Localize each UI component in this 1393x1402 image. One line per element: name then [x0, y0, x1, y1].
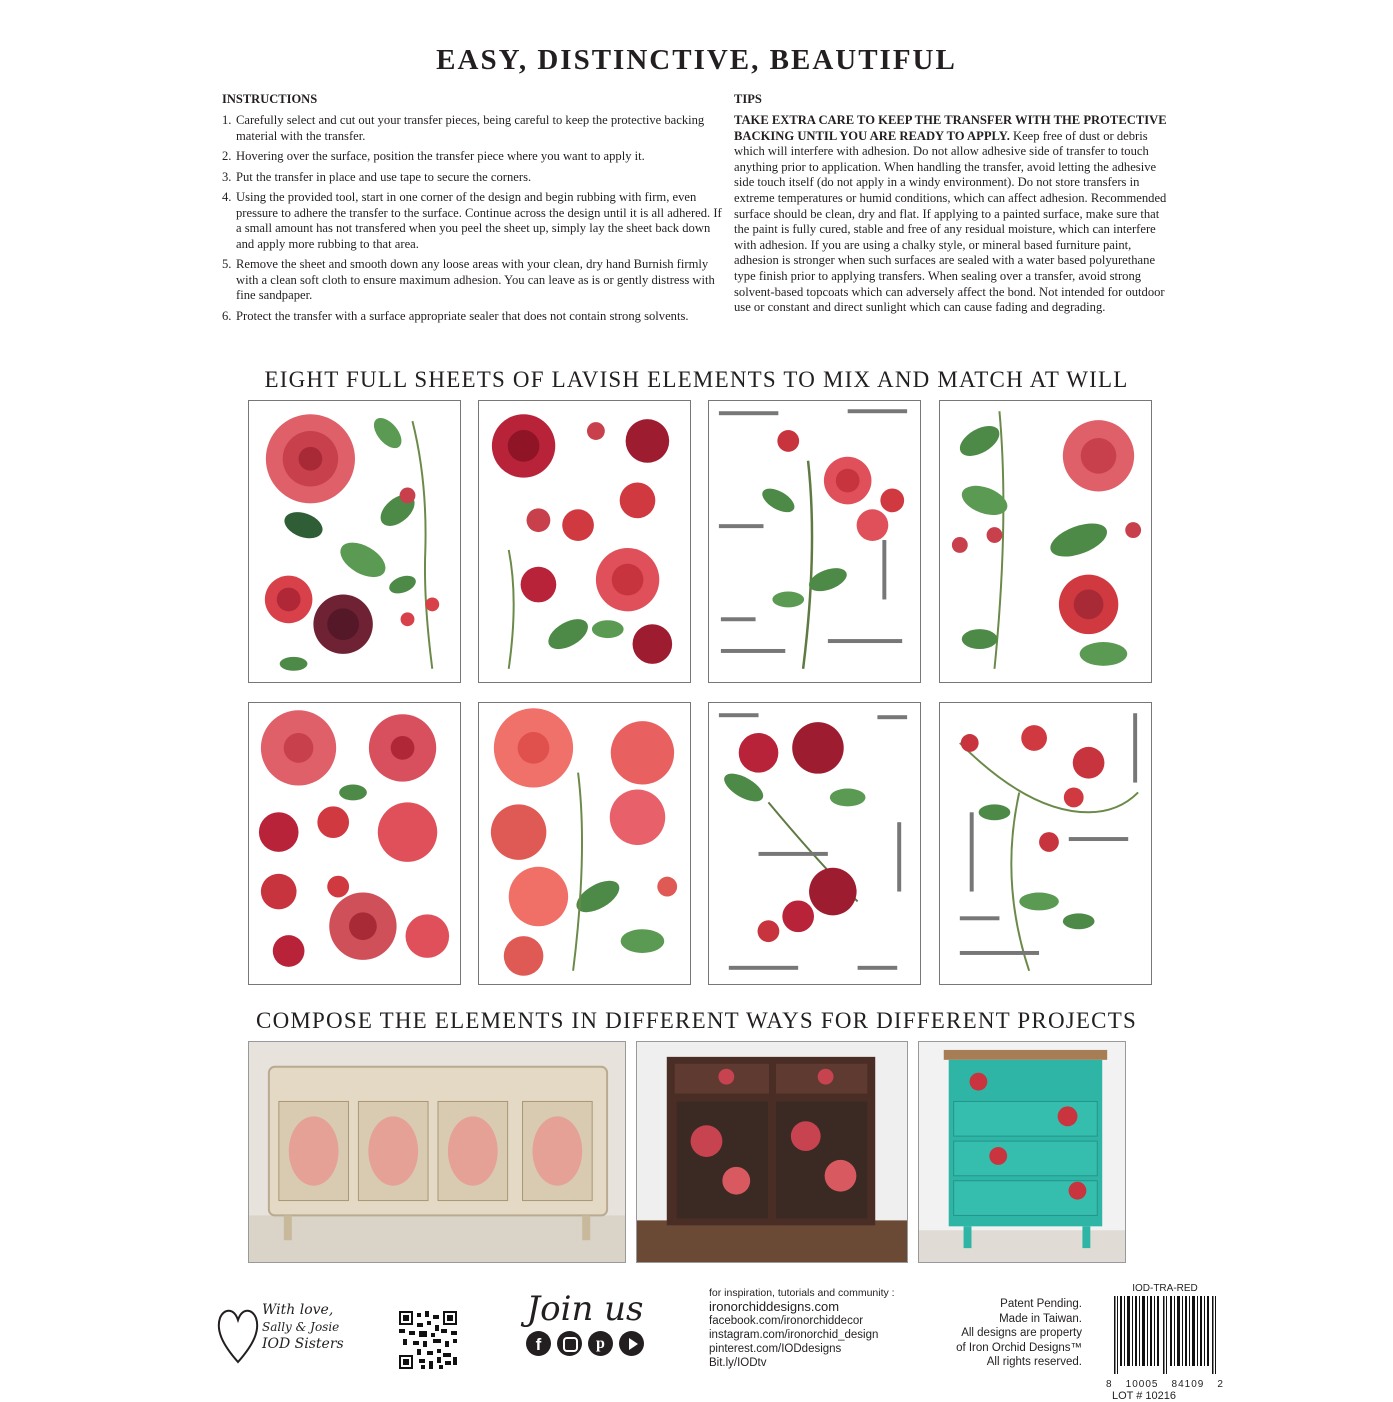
signature-line-3: IOD Sisters	[262, 1336, 344, 1352]
legal-line-3: All designs are property	[961, 1327, 1082, 1339]
transfer-sheet-3	[708, 400, 921, 683]
barcode-group-1: 10005	[1125, 1379, 1159, 1390]
sideboard-photo	[248, 1041, 626, 1263]
website-link[interactable]: ironorchiddesigns.com	[709, 1299, 840, 1314]
instructions-list	[222, 113, 722, 324]
sheets-section-title: EIGHT FULL SHEETS OF LAVISH ELEMENTS TO MIX AND MATCH AT WILL	[264, 367, 1129, 392]
step-text: Carefully select and cut out your transfer pieces, being careful to keep the protective backing material with the transfer.	[236, 113, 705, 143]
rose-sheet-illustration	[940, 401, 1151, 682]
rose-sheet-illustration	[479, 703, 690, 984]
legal-line-2: Made in Taiwan.	[999, 1312, 1082, 1325]
instruction-step	[222, 257, 722, 304]
rose-sheet-illustration	[249, 703, 460, 984]
step-text: Hovering over the surface, position the transfer piece where you want to apply it.	[236, 149, 645, 163]
rose-sheet-illustration	[249, 401, 460, 682]
rose-sheet-illustration	[709, 401, 920, 682]
step-number: 5.	[222, 257, 232, 271]
dresser-image	[919, 1042, 1125, 1262]
step-number: 3.	[222, 169, 232, 184]
step-number: 1.	[222, 113, 232, 127]
youtube-icon[interactable]	[619, 1331, 644, 1356]
instructions-section	[222, 92, 722, 329]
product-sku: IOD-TRA-RED	[1132, 1283, 1198, 1294]
join-us	[500, 1289, 670, 1356]
heart-icon	[214, 1300, 262, 1368]
sideboard-image	[249, 1042, 625, 1262]
tips-section	[734, 92, 1174, 316]
instruction-step	[222, 170, 722, 186]
pinterest-icon[interactable]: p	[588, 1331, 613, 1356]
legal-line-4: of Iron Orchid Designs™	[956, 1341, 1082, 1354]
qr-code-icon	[399, 1311, 457, 1369]
step-text: Remove the sheet and smooth down any loose areas with your clean, dry hand Burnish firmly with a clean soft cloth to ensure maximum adhesion. You can leave as is or gently distress with fine sandpaper.	[236, 257, 715, 302]
transfer-sheet-4	[939, 400, 1152, 683]
barcode-numbers	[1106, 1379, 1224, 1390]
projects-section-title: COMPOSE THE ELEMENTS IN DIFFERENT WAYS FOR DIFFERENT PROJECTS	[256, 1008, 1137, 1033]
signature	[214, 1300, 364, 1370]
dresser-photo	[918, 1041, 1126, 1263]
signature-line-2: Sally & Josie	[262, 1320, 340, 1334]
tips-heading: TIPS	[734, 92, 762, 106]
step-number: 2.	[222, 149, 232, 163]
transfer-sheet-7	[708, 702, 921, 985]
lot-number: LOT # 10216	[1112, 1390, 1177, 1402]
pinterest-link[interactable]: pinterest.com/IODdesigns	[709, 1343, 842, 1355]
transfer-sheet-8	[939, 702, 1152, 985]
instagram-link[interactable]: instagram.com/ironorchid_design	[709, 1329, 879, 1341]
rose-sheet-illustration	[479, 401, 690, 682]
transfer-sheet-2	[478, 400, 691, 683]
qr-code[interactable]	[399, 1311, 457, 1369]
rose-sheet-illustration	[940, 703, 1151, 984]
legal-notice	[938, 1297, 1082, 1370]
step-number: 6.	[222, 308, 232, 323]
cabinet-image	[637, 1042, 907, 1262]
transfer-sheet-6	[478, 702, 691, 985]
cabinet-photo	[636, 1041, 908, 1263]
instruction-step	[222, 190, 722, 252]
instagram-icon[interactable]	[557, 1331, 582, 1356]
barcode-digit-last: 2	[1217, 1379, 1224, 1390]
barcode-digit-first: 8	[1106, 1379, 1113, 1390]
instructions-heading: INSTRUCTIONS	[222, 92, 318, 106]
step-text: Protect the transfer with a surface appropriate sealer that does not contain strong solvents.	[236, 308, 689, 323]
legal-line-5: All rights reserved.	[986, 1356, 1082, 1368]
step-text: Using the provided tool, start in one corner of the design and begin rubbing with firm, even pressure to adhere the transfer to the surface. Continue across the design until it is all adhered. If a small amount has not transfered when you peel the sheet up, simply lay the sheet back down and apply more rubbing to that area.	[236, 190, 722, 251]
signature-line-1: With love,	[262, 1302, 334, 1318]
barcode-icon	[1106, 1296, 1224, 1374]
join-us-label: Join us	[526, 1289, 644, 1329]
legal-line-1: Patent Pending.	[1000, 1298, 1082, 1310]
tips-body	[734, 113, 1174, 316]
instruction-step	[222, 113, 722, 144]
social-intro: for inspiration, tutorials and community :	[709, 1287, 895, 1299]
instruction-step	[222, 309, 722, 325]
transfer-sheet-1	[248, 400, 461, 683]
facebook-icon[interactable]: f	[526, 1331, 551, 1356]
barcode-group-2: 84109	[1171, 1379, 1205, 1390]
step-text: Put the transfer in place and use tape to secure the corners.	[236, 169, 532, 184]
facebook-link[interactable]: facebook.com/ironorchiddecor	[709, 1315, 864, 1327]
social-links	[709, 1286, 895, 1370]
rose-sheet-illustration	[709, 703, 920, 984]
instruction-step	[222, 149, 722, 165]
tips-emphasis: TAKE EXTRA CARE TO KEEP THE TRANSFER WITH THE PROTECTIVE BACKING UNTIL YOU ARE READY TO APPLY.	[734, 113, 1167, 143]
transfer-sheet-5	[248, 702, 461, 985]
social-icons	[500, 1331, 670, 1356]
step-number: 4.	[222, 190, 232, 204]
barcode-block	[1106, 1283, 1224, 1402]
page-title: EASY, DISTINCTIVE, BEAUTIFUL	[436, 44, 957, 76]
tips-text: Keep free of dust or debris which will interfere with adhesion. Do not allow adhesive side of transfer to touch anything prior to application. When handling the transfer, avoid letting the adhesive side touch itself (do not apply in a windy environment). Do not store transfers in extreme temperatures or humid conditions, which can affect adhesion. Recommended surface should be clean, dry and flat. If applying to a painted surface, make sure that the paint is fully cured, stable and free of any residual moisture, which can interfere with adhesion. If you are using a chalky style, or mineral based furniture paint, adhesion is stronger when such surfaces are sealed with a water based polyurethane type finish prior to applying transfers. When sealing over a transfer, avoid strong solvent-based topcoats which can adversely affect the bond. Not intended for outdoor use or constant and direct sunlight which can cause fading and degrading.	[734, 128, 1167, 315]
youtube-link[interactable]: Bit.ly/IODtv	[709, 1357, 767, 1369]
